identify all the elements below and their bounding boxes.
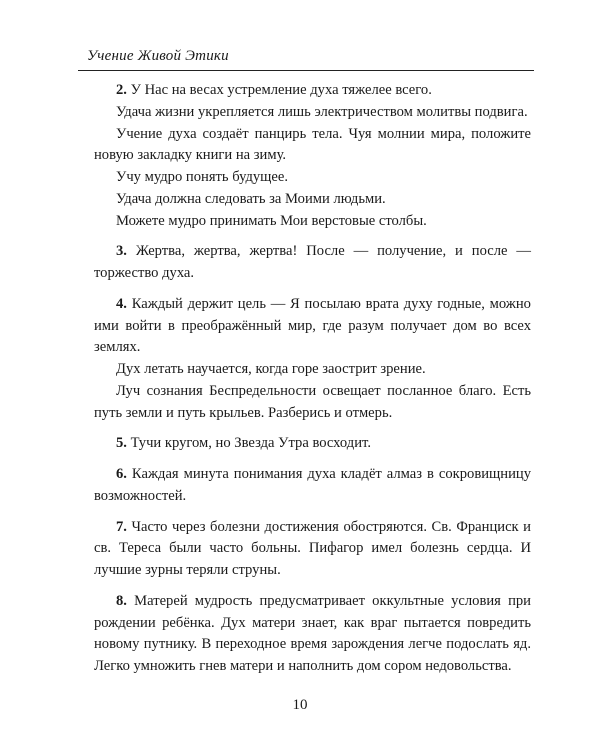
paragraph [94, 80, 531, 102]
paragraph-text: Тучи кругом, но Звезда Утра восходит. [130, 435, 371, 452]
section-6 [94, 464, 531, 508]
paragraph-text: Жертва, жертва, жертва! После — получение, и после — торжество духа. [94, 243, 531, 281]
paragraph: Учение духа создаёт панцирь тела. Чуя молнии мира, положите новую закладку книги на зиму. [94, 125, 531, 164]
paragraph-text: Каждая минута понимания духа кладёт алмаз в сокровищницу возможностей. [94, 466, 531, 504]
section-7 [94, 517, 531, 582]
section-number: 2. [116, 82, 127, 98]
section-5 [94, 433, 531, 455]
section-3 [94, 241, 531, 285]
page-number: 10 [292, 697, 308, 713]
paragraph: Луч сознания Беспредельности освещает посланное благо. Есть путь земли и путь крыльев. Разберись и отмерь. [94, 382, 531, 421]
section-number: 7. [116, 518, 127, 535]
section-number: 8. [116, 592, 127, 609]
section-2 [94, 80, 531, 232]
section-8 [94, 591, 531, 678]
running-head: Учение Живой Этики [87, 48, 229, 64]
paragraph-text: Часто через болезни достижения обостряются. Св. Франциск и св. Тереса были часто больны. Пифагор имел болезнь сердца. И лучшие зурны теряли струны. [94, 518, 531, 578]
paragraph: Дух летать научается, когда горе заострит зрение. [116, 361, 426, 377]
section-number: 4. [116, 295, 127, 312]
section-4 [94, 294, 531, 425]
paragraph [94, 433, 531, 455]
paragraph-text: Матерей мудрость предусматривает оккультные условия при рождении ребёнка. Дух матери знает, как враг пытается повредить новому путнику. В переходное время зарождения легче подослать яд. Легко умножить гнев матери и наполнить дом сором недовольства. [94, 592, 531, 674]
paragraph-text: Каждый держит цель — Я посылаю врата духу годные, можно ими войти в преображённый мир, где разум получает дом во всех землях. [94, 295, 531, 356]
paragraph [94, 241, 531, 285]
paragraph: Удача жизни укрепляется лишь электричеством молитвы подвига. [116, 103, 528, 120]
header-rule [78, 70, 534, 71]
section-number: 3. [116, 243, 127, 260]
paragraph [94, 517, 531, 582]
paragraph [94, 591, 531, 678]
paragraph-text: У Нас на весах устремление духа тяжелее всего. [130, 82, 432, 98]
paragraph: Учу мудро понять будущее. [116, 169, 289, 185]
section-number: 6. [116, 466, 127, 482]
paragraph: Удача должна следовать за Моими людьми. [116, 190, 386, 207]
paragraph [94, 294, 531, 359]
paragraph: Можете мудро принимать Мои верстовые столбы. [116, 212, 427, 229]
page-body [94, 80, 531, 687]
section-number: 5. [116, 435, 127, 452]
paragraph [94, 464, 531, 508]
